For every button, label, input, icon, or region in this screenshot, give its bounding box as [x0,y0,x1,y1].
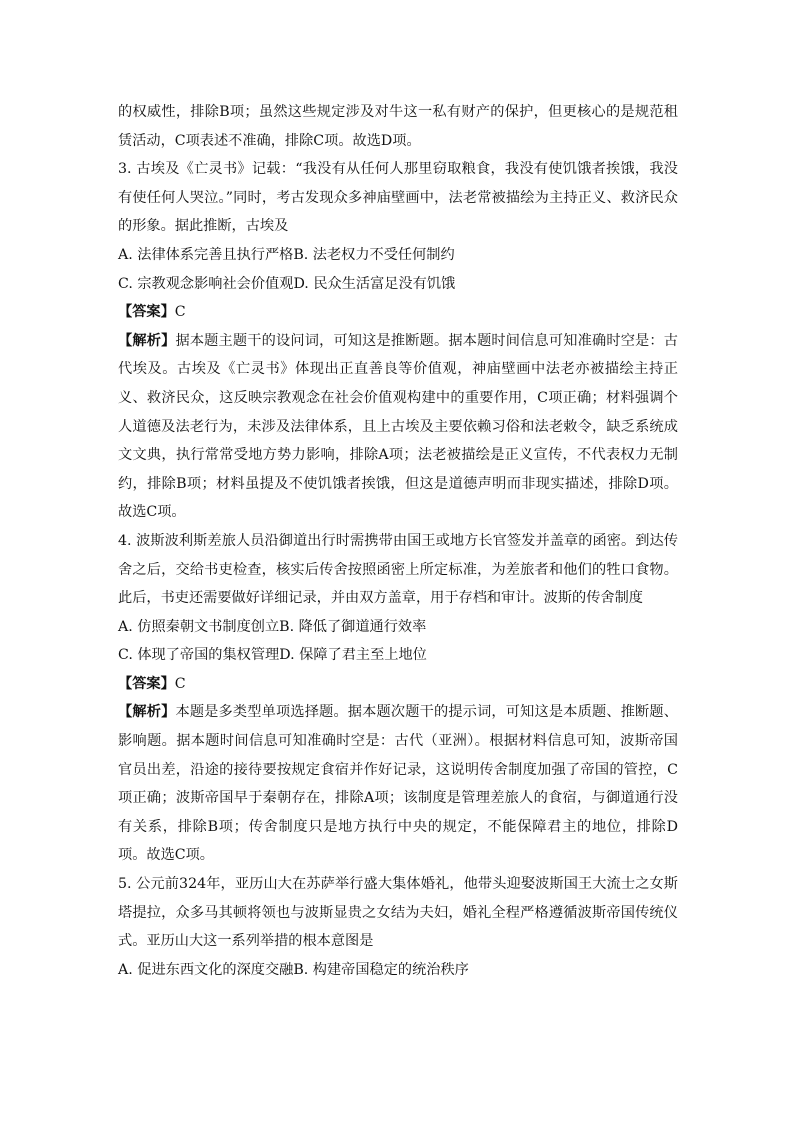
question-4-answer [118,670,678,699]
option-a: A. 法律体系完善且执行严格 [118,246,294,263]
question-3-options-ab [118,241,678,270]
question-3-options-cd [118,270,678,299]
question-3-answer [118,298,678,327]
option-a: A. 仿照秦朝文书制度创立 [118,618,280,635]
question-4-options-ab [118,613,678,642]
answer-value: C [174,675,186,692]
question-4-stem: 4. 波斯波利斯差旅人员沿御道出行时需携带由国王或地方长官签发并盖章的函密。到达传舍之后，交给书吏检查，核实后传舍按照函密上所定标准，为差旅者和他们的牲口食物。此后，书吏还需要做好详细记录，并由双方盖章，用于存档和审计。波斯的传舍制度 [118,532,678,607]
analysis-label: 【解析】 [118,332,176,349]
answer-label: 【答案】 [118,304,175,321]
document-page [118,98,678,984]
analysis-text: 据本题主题干的设问词，可知这是推断题。据本题时间信息可知准确时空是：古代埃及。古埃及《亡灵书》体现出正直善良等价值观，神庙壁画中法老亦被描绘主持正义、救济民众，这反映宗教观念在社会价值观构建中的重要作用，C项正确；材料强调个人道德及法老行为，未涉及法律体系，且上古埃及主要依赖习俗和法老敕令，缺乏系统成文文典，执行常常受地方势力影响，排除A项；法老被描绘是正义宣传，不代表权力无制约，排除B项；材料虽提及不使饥饿者挨饿，但这是道德声明而非现实描述，排除D项。故选C项。 [118,332,678,521]
analysis-text: 本题是多类型单项选择题。据本题次题干的提示词，可知这是本质题、推断题、影响题。据本题时间信息可知准确时空是：古代（亚洲）。根据材料信息可知，波斯帝国官员出差，沿途的接待要按规定食宿并作好记录，这说明传舍制度加强了帝国的管控，C项正确；波斯帝国早于秦朝存在，排除A项；该制度是管理差旅人的食宿，与御道通行没有关系，排除B项；传舍制度只是地方执行中央的规定，不能保障君主的地位，排除D项。故选C项。 [118,704,678,864]
answer-value: C [174,304,186,321]
option-c: C. 宗教观念影响社会价值观 [118,275,294,292]
answer-label: 【答案】 [118,675,175,692]
analysis-label: 【解析】 [118,704,176,721]
question-3-analysis [118,327,678,527]
option-d: D. 民众生活富足没有饥饿 [293,275,456,292]
question-4-options-cd [118,641,678,670]
question-5-stem: 5. 公元前324年，亚历山大在苏萨举行盛大集体婚礼，他带头迎娶波斯国王大流士之女斯塔提拉，众多马其顿将领也与波斯显贵之女结为夫妇，婚礼全程严格遵循波斯帝国传统仪式。亚历山大这一系列举措的根本意图是 [118,876,678,950]
option-b: B. 降低了御道通行效率 [279,618,427,635]
paragraph-prev-analysis-end: 的权威性，排除B项；虽然这些规定涉及对牛这一私有财产的保护，但更核心的是规范租赁活动，C项表述不准确，排除C项。故选D项。 [118,104,678,149]
question-3-stem: 3. 古埃及《亡灵书》记载：“我没有从任何人那里窃取粮食，我没有使饥饿者挨饿，我没有使任何人哭泣。”同时，考古发现众多神庙壁画中，法老常被描绘为主持正义、救济民众的形象。据此推断，古埃及 [118,161,678,235]
option-a: A. 促进东西文化的深度交融 [118,961,294,978]
option-b: B. 构建帝国稳定的统治秩序 [293,961,469,978]
option-c: C. 体现了帝国的集权管理 [118,647,280,664]
option-d: D. 保障了君主至上地位 [279,647,427,664]
option-b: B. 法老权力不受任何制约 [293,246,455,263]
question-5-options-ab [118,956,678,985]
question-4-analysis [118,698,678,870]
